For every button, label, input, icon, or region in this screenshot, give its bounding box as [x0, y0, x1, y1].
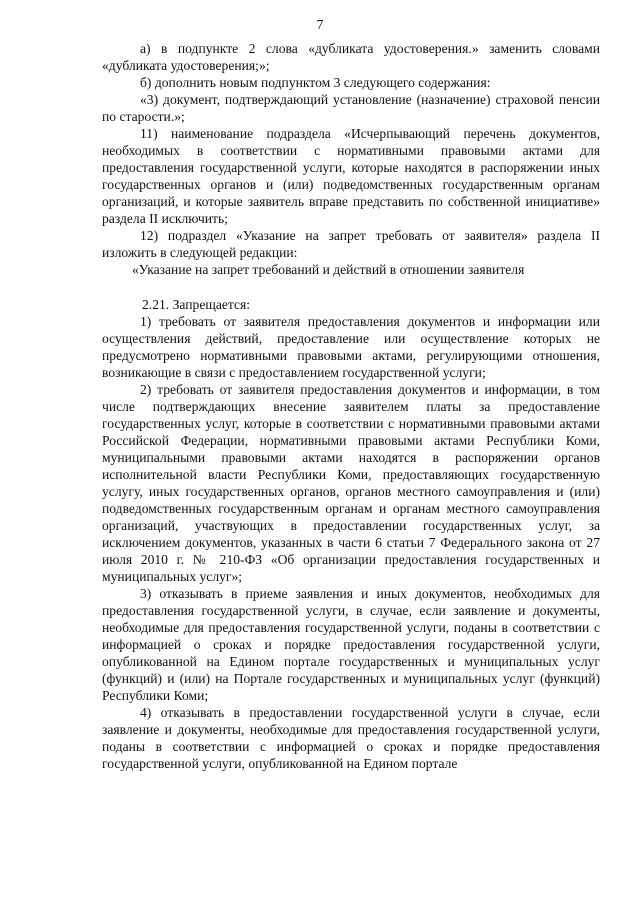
document-body [102, 40, 600, 772]
paragraph-subitem-a: а) в подпункте 2 слова «дубликата удостоверения.» заменить словами «дубликата удостоверения;»; [102, 41, 600, 73]
paragraph-prohibition-2: 2) требовать от заявителя предоставления документов и информации, в том числе подтверждающих внесение заявителем платы за предоставление государственных услуг, которые в соответствии с нормативными правовыми актами Российской Федерации, нормативными правовыми актами Республики Коми, муниципальными правовыми актами находятся в распоряжении органов исполнительной власти Республики Коми, предоставляющих государственную услугу, иных государственных органов, органов местного самоуправления и (или) подведомственных государственным органам и органам местного самоуправления организаций, участвующих в предоставлении государственных услуг, за исключением документов, указанных в части 6 статьи 7 Федерального закона от 27 июля 2010 г. № 210-ФЗ «Об организации предоставления государственных и муниципальных услуг»; [102, 382, 600, 584]
paragraph-prohibition-1: 1) требовать от заявителя предоставления документов и информации или осуществления действий, предоставление или осуществление которых не предусмотрено нормативными правовыми актами, регулирующими отношения, возникающие в связи с предоставлением государственной услуги; [102, 314, 600, 380]
paragraph-subitem-3: «3) документ, подтверждающий установление (назначение) страховой пенсии по старости.»; [102, 92, 600, 124]
paragraph-prohibition-4: 4) отказывать в предоставлении государственной услуги в случае, если заявление и документы, необходимые для предоставления государственной услуги, поданы в соответствии с информацией о сроках и порядке предоставления государственной услуги, опубликованной на Едином портале [102, 705, 600, 771]
blank-line [102, 278, 600, 296]
paragraph-prohibition-3: 3) отказывать в приеме заявления и иных документов, необходимых для предоставления государственной услуги, в случае, если заявление и документы, необходимые для предоставления государственной услуги, поданы в соответствии с информацией о сроках и порядке предоставления государственной услуги, опубликованной на Едином портале государственных и муниципальных услуг (функций) и (или) на Портале государственных и муниципальных услуг (функций) Республики Коми; [102, 586, 600, 703]
section-2-21-heading: 2.21. Запрещается: [142, 297, 251, 312]
paragraph-item-11: 11) наименование подраздела «Исчерпывающий перечень документов, необходимых в соответствии с нормативными правовыми актами для предоставления государственной услуги, которые находятся в распоряжении иных государственных органов и (или) подведомственных государственным органам организаций, и которые заявитель вправе представить по собственной инициативе» раздела II исключить; [102, 126, 600, 226]
page-number: 7 [316, 17, 324, 32]
subsection-heading: «Указание на запрет требований и действий в отношении заявителя [132, 262, 525, 277]
paragraph-item-12: 12) подраздел «Указание на запрет требовать от заявителя» раздела II изложить в следующей редакции: [102, 228, 600, 260]
paragraph-subitem-b: б) дополнить новым подпунктом 3 следующего содержания: [140, 75, 491, 90]
